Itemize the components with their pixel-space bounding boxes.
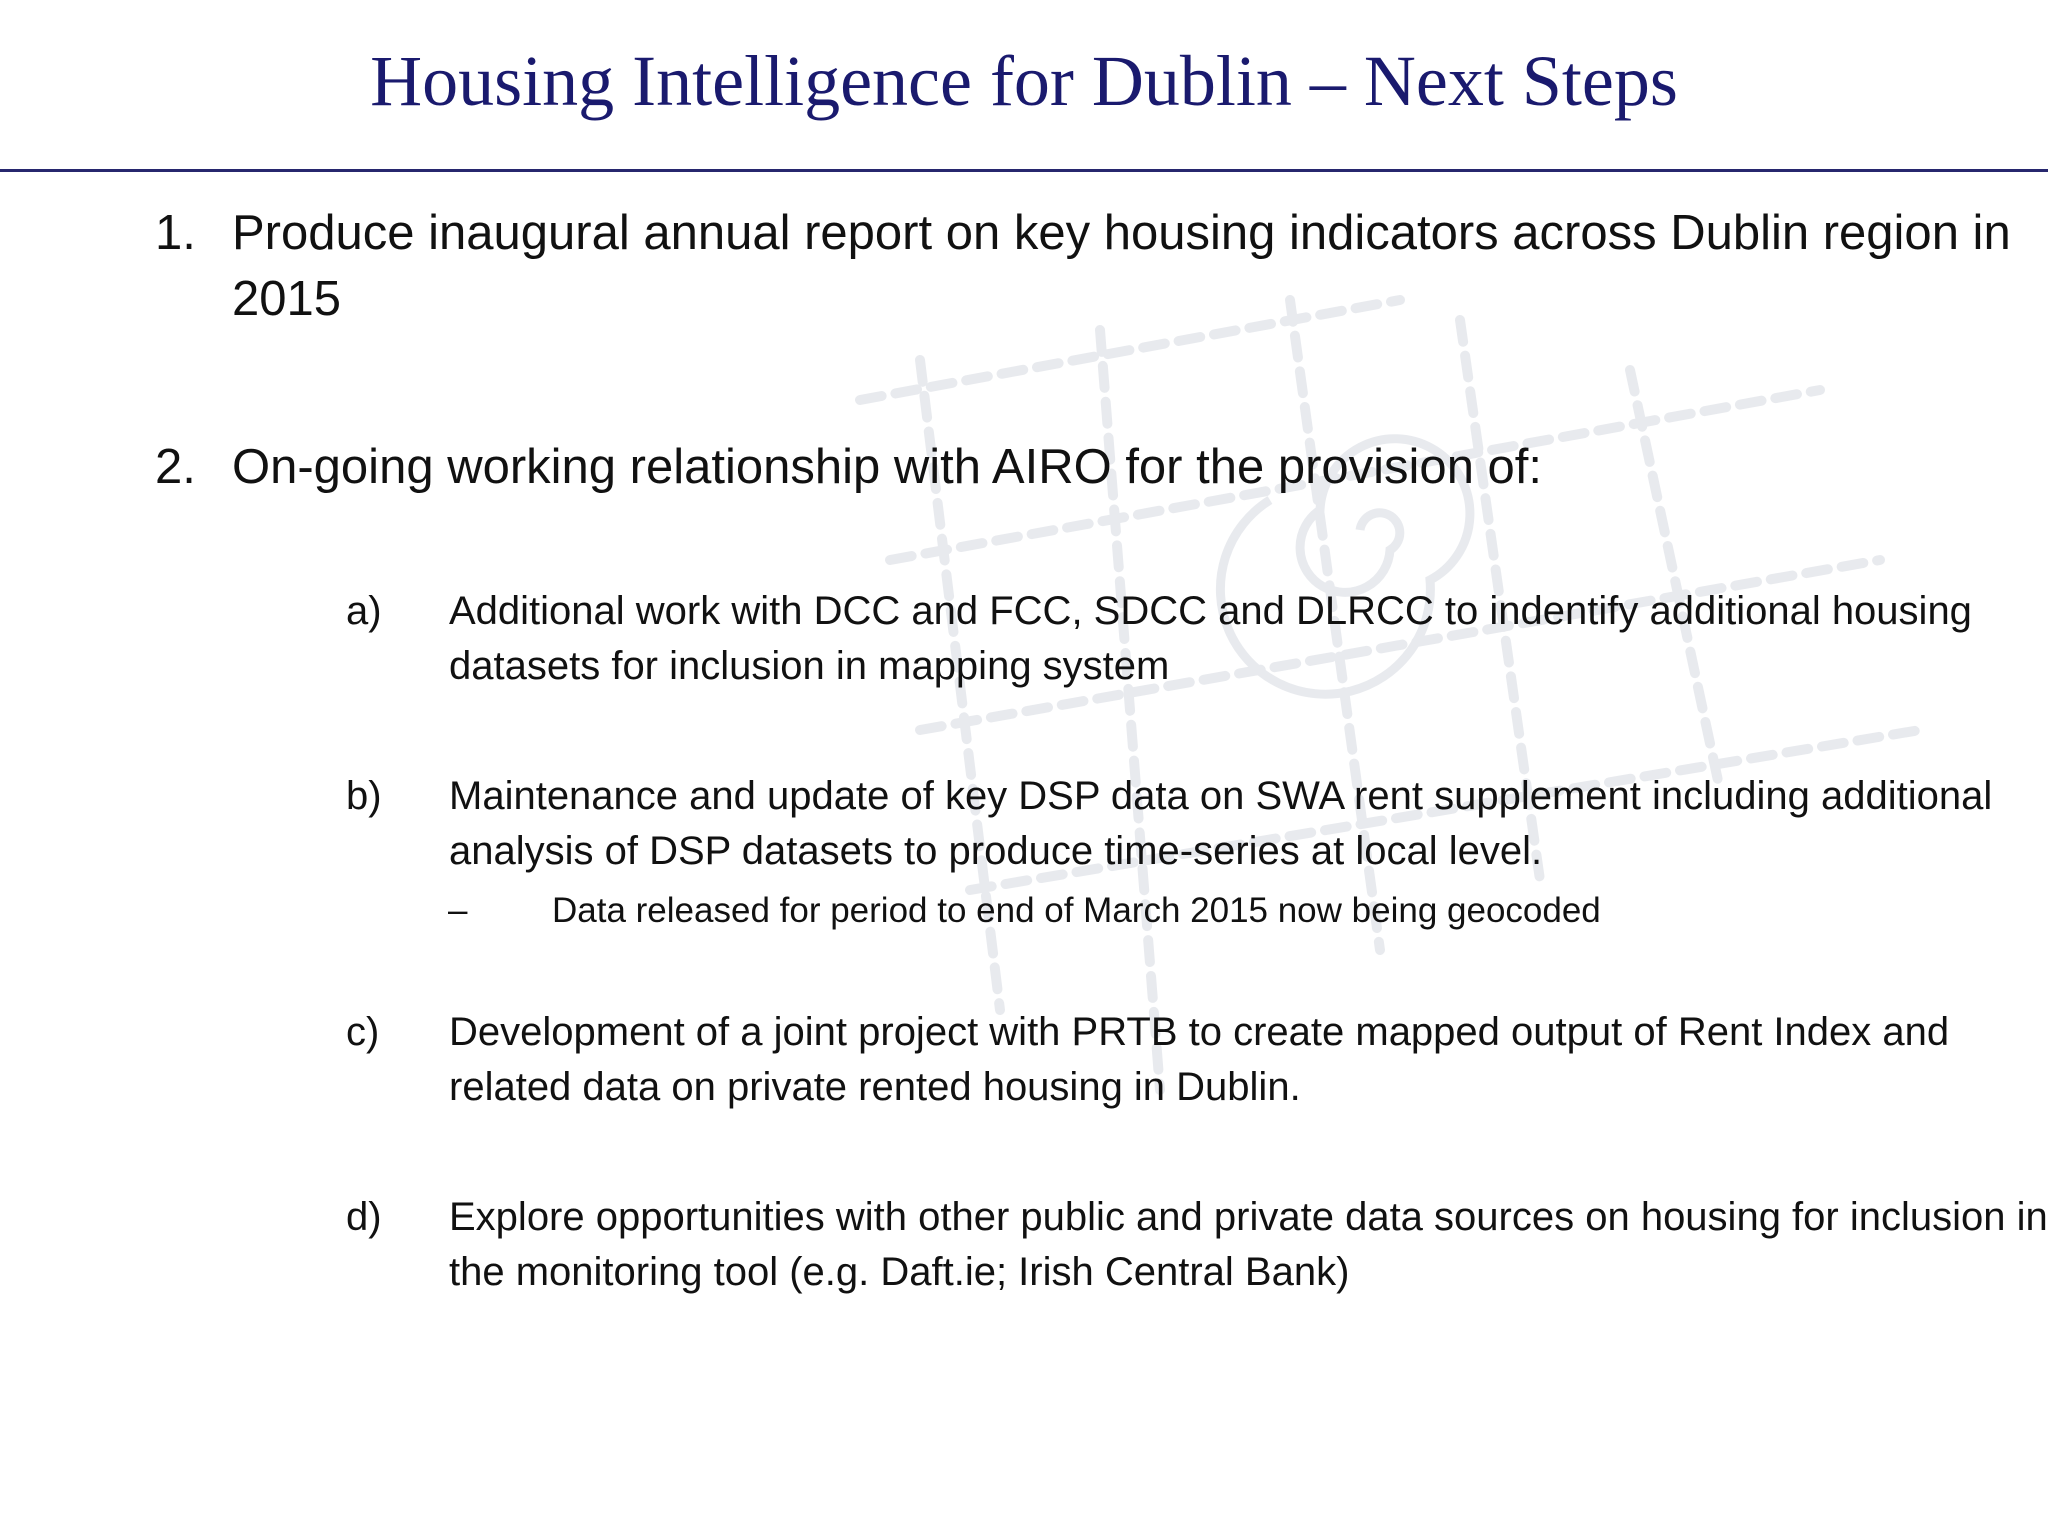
- sub-item-letter: b): [346, 774, 382, 818]
- detail-text: Data released for period to end of March 2015 now being geocoded: [552, 891, 1601, 930]
- title-divider: [0, 169, 2048, 172]
- detail-dash: –: [448, 891, 468, 930]
- sub-item-letter: d): [346, 1195, 382, 1239]
- sub-item-letter: a): [346, 589, 382, 633]
- sub-item-text: Maintenance and update of key DSP data on SWA rent supplement including additional analysis of DSP datasets to produce time-series at local level.: [449, 774, 1993, 873]
- sub-item-text: Additional work with DCC and FCC, SDCC and DLRCC to indentify additional housing datasets for inclusion in mapping system: [449, 589, 1972, 688]
- slide-title: Housing Intelligence for Dublin – Next Steps: [370, 41, 1678, 121]
- item-text: Produce inaugural annual report on key housing indicators across Dublin region in 2015: [232, 206, 2011, 326]
- item-number: 2.: [155, 440, 196, 494]
- sub-item-letter: c): [346, 1010, 380, 1054]
- item-number: 1.: [155, 206, 196, 260]
- sub-item-text: Development of a joint project with PRTB to create mapped output of Rent Index and related data on private rented housing in Dublin.: [449, 1010, 1950, 1109]
- item-text: On-going working relationship with AIRO for the provision of:: [232, 440, 1543, 494]
- sub-item-text: Explore opportunities with other public and private data sources on housing for inclusion in the monitoring tool (e.g. Daft.ie; Irish Central Bank): [449, 1195, 2048, 1294]
